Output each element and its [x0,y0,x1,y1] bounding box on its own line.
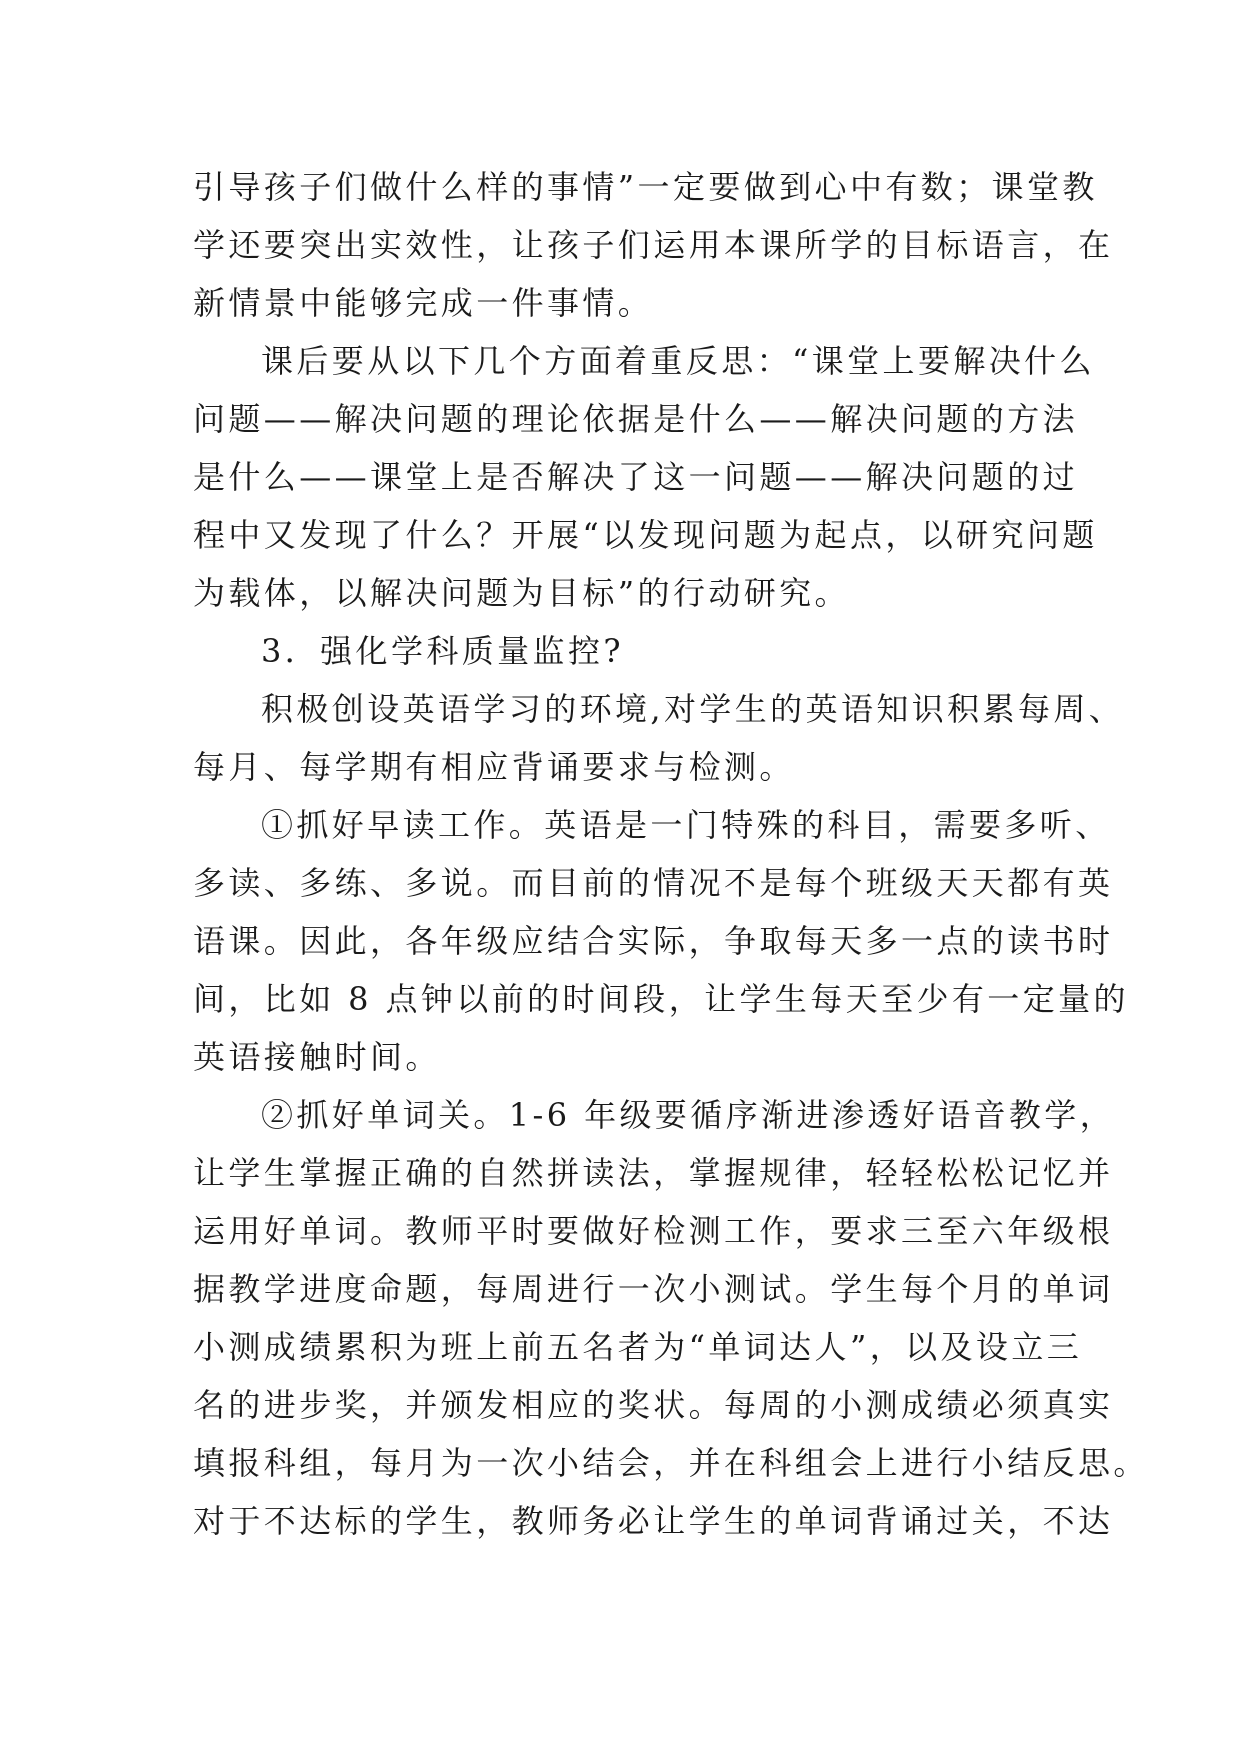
text-line: 课后要从以下几个方面着重反思：“课堂上要解决什么 [261,342,1095,380]
text-line: 对于不达标的学生，教师务必让学生的单词背诵过关，不达 [193,1502,1114,1540]
text-line: 间，比如 8 点钟以前的时间段，让学生每天至少有一定量的 [193,980,1129,1018]
text-line: 据教学进度命题，每周进行一次小测试。学生每个月的单词 [193,1270,1114,1308]
paragraph-morning-reading [193,796,1129,1086]
paragraph-after-class-reflection [193,332,1098,622]
text-line: 程中又发现了什么？开展“以发现问题为起点，以研究问题 [193,516,1098,554]
text-line: 英语接触时间。 [193,1038,441,1076]
text-line: ②抓好单词关。1-6 年级要循序渐进渗透好语音教学， [261,1096,1116,1134]
text-line: 语课。因此，各年级应结合实际，争取每天多一点的读书时 [193,922,1114,960]
text-line: 名的进步奖，并颁发相应的奖状。每周的小测成绩必须真实 [193,1386,1114,1424]
text-line: 小测成绩累积为班上前五名者为“单词达人”，以及设立三 [193,1328,1083,1366]
text-line: 每月、每学期有相应背诵要求与检测。 [193,748,795,786]
heading-text: 3．强化学科质量监控? [261,632,624,670]
text-line: 运用好单词。教师平时要做好检测工作，要求三至六年级根 [193,1212,1114,1250]
text-line: 积极创设英语学习的环境,对学生的英语知识积累每周、 [261,690,1125,728]
text-line: 问题——解决问题的理论依据是什么——解决问题的方法 [193,400,1079,438]
text-line: 学还要突出实效性，让孩子们运用本课所学的目标语言，在 [193,226,1114,264]
section-heading-quality-monitoring [193,622,1049,680]
document-body [193,158,1149,1550]
text-line: 为载体，以解决问题为目标”的行动研究。 [193,574,850,612]
text-line: 多读、多练、多说。而目前的情况不是每个班级天天都有英 [193,864,1114,902]
paragraph-vocabulary [193,1086,1149,1550]
text-line: 填报科组，每月为一次小结会，并在科组会上进行小结反思。 [193,1444,1149,1482]
paragraph-lesson-design [193,158,1114,332]
text-line: 让学生掌握正确的自然拼读法，掌握规律，轻轻松松记忆并 [193,1154,1114,1192]
text-line: 新情景中能够完成一件事情。 [193,284,654,322]
paragraph-learning-environment [193,680,1125,796]
text-line: ①抓好早读工作。英语是一门特殊的科目，需要多听、 [261,806,1111,844]
text-line: 是什么——课堂上是否解决了这一问题——解决问题的过 [193,458,1079,496]
text-line: 引导孩子们做什么样的事情”一定要做到心中有数；课堂教 [193,168,1098,206]
